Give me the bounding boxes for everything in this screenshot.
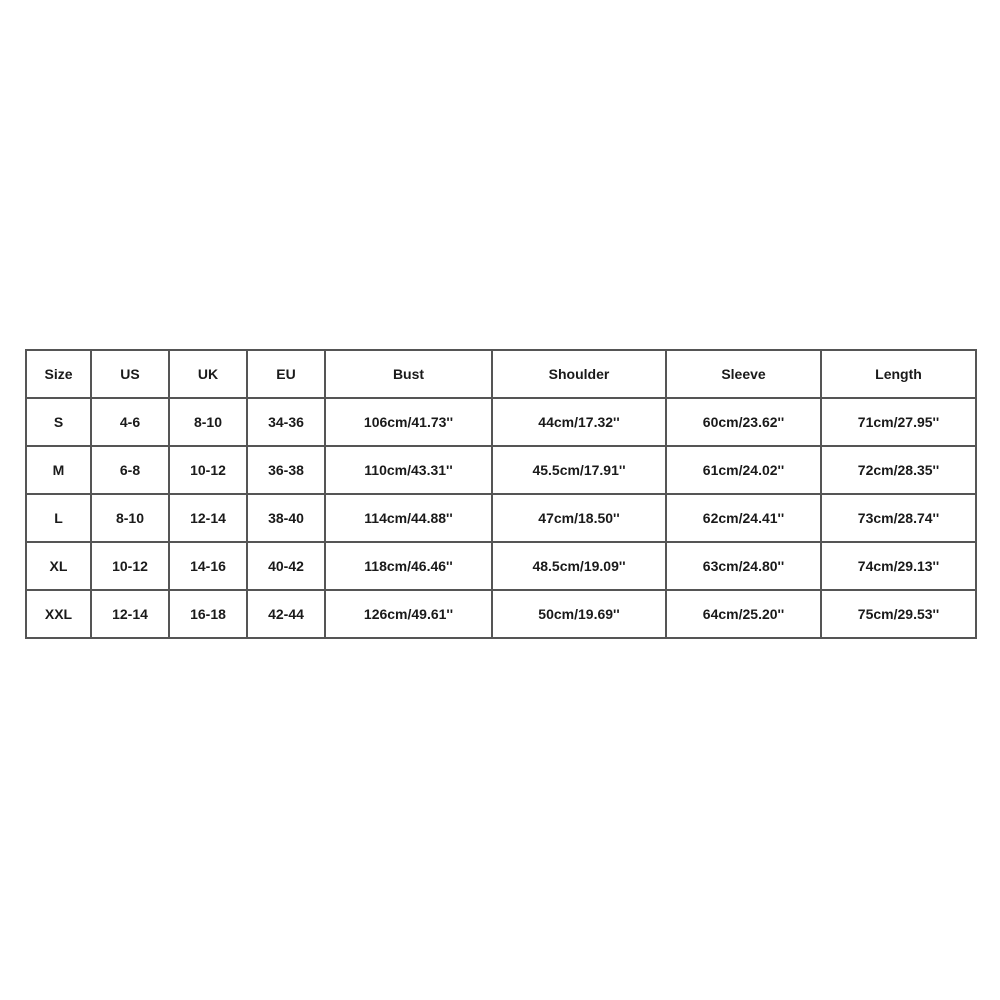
uk-cell: 8-10 bbox=[169, 398, 247, 446]
size-cell: M bbox=[26, 446, 91, 494]
table-row bbox=[26, 542, 976, 590]
eu-cell: 40-42 bbox=[247, 542, 325, 590]
eu-cell: 36-38 bbox=[247, 446, 325, 494]
shoulder-cell: 45.5cm/17.91'' bbox=[492, 446, 666, 494]
header-cell-length: Length bbox=[821, 350, 976, 398]
sleeve-cell: 62cm/24.41'' bbox=[666, 494, 821, 542]
length-cell: 73cm/28.74'' bbox=[821, 494, 976, 542]
us-cell: 4-6 bbox=[91, 398, 169, 446]
header-cell-uk: UK bbox=[169, 350, 247, 398]
sleeve-cell: 61cm/24.02'' bbox=[666, 446, 821, 494]
table-row bbox=[26, 494, 976, 542]
header-cell-us: US bbox=[91, 350, 169, 398]
header-cell-shoulder: Shoulder bbox=[492, 350, 666, 398]
us-cell: 8-10 bbox=[91, 494, 169, 542]
uk-cell: 16-18 bbox=[169, 590, 247, 638]
header-cell-eu: EU bbox=[247, 350, 325, 398]
us-cell: 6-8 bbox=[91, 446, 169, 494]
length-cell: 75cm/29.53'' bbox=[821, 590, 976, 638]
table-row bbox=[26, 590, 976, 638]
bust-cell: 110cm/43.31'' bbox=[325, 446, 492, 494]
eu-cell: 38-40 bbox=[247, 494, 325, 542]
header-cell-size: Size bbox=[26, 350, 91, 398]
size-cell: S bbox=[26, 398, 91, 446]
table-row bbox=[26, 398, 976, 446]
header-cell-sleeve: Sleeve bbox=[666, 350, 821, 398]
header-cell-bust: Bust bbox=[325, 350, 492, 398]
eu-cell: 34-36 bbox=[247, 398, 325, 446]
sleeve-cell: 63cm/24.80'' bbox=[666, 542, 821, 590]
sleeve-cell: 60cm/23.62'' bbox=[666, 398, 821, 446]
size-chart-table bbox=[25, 349, 977, 639]
length-cell: 74cm/29.13'' bbox=[821, 542, 976, 590]
bust-cell: 118cm/46.46'' bbox=[325, 542, 492, 590]
sleeve-cell: 64cm/25.20'' bbox=[666, 590, 821, 638]
uk-cell: 12-14 bbox=[169, 494, 247, 542]
bust-cell: 126cm/49.61'' bbox=[325, 590, 492, 638]
size-cell: XXL bbox=[26, 590, 91, 638]
size-cell: XL bbox=[26, 542, 91, 590]
us-cell: 12-14 bbox=[91, 590, 169, 638]
size-cell: L bbox=[26, 494, 91, 542]
length-cell: 72cm/28.35'' bbox=[821, 446, 976, 494]
shoulder-cell: 44cm/17.32'' bbox=[492, 398, 666, 446]
us-cell: 10-12 bbox=[91, 542, 169, 590]
eu-cell: 42-44 bbox=[247, 590, 325, 638]
uk-cell: 10-12 bbox=[169, 446, 247, 494]
shoulder-cell: 48.5cm/19.09'' bbox=[492, 542, 666, 590]
shoulder-cell: 50cm/19.69'' bbox=[492, 590, 666, 638]
uk-cell: 14-16 bbox=[169, 542, 247, 590]
bust-cell: 114cm/44.88'' bbox=[325, 494, 492, 542]
length-cell: 71cm/27.95'' bbox=[821, 398, 976, 446]
bust-cell: 106cm/41.73'' bbox=[325, 398, 492, 446]
table-row bbox=[26, 446, 976, 494]
shoulder-cell: 47cm/18.50'' bbox=[492, 494, 666, 542]
header-row bbox=[26, 350, 976, 398]
